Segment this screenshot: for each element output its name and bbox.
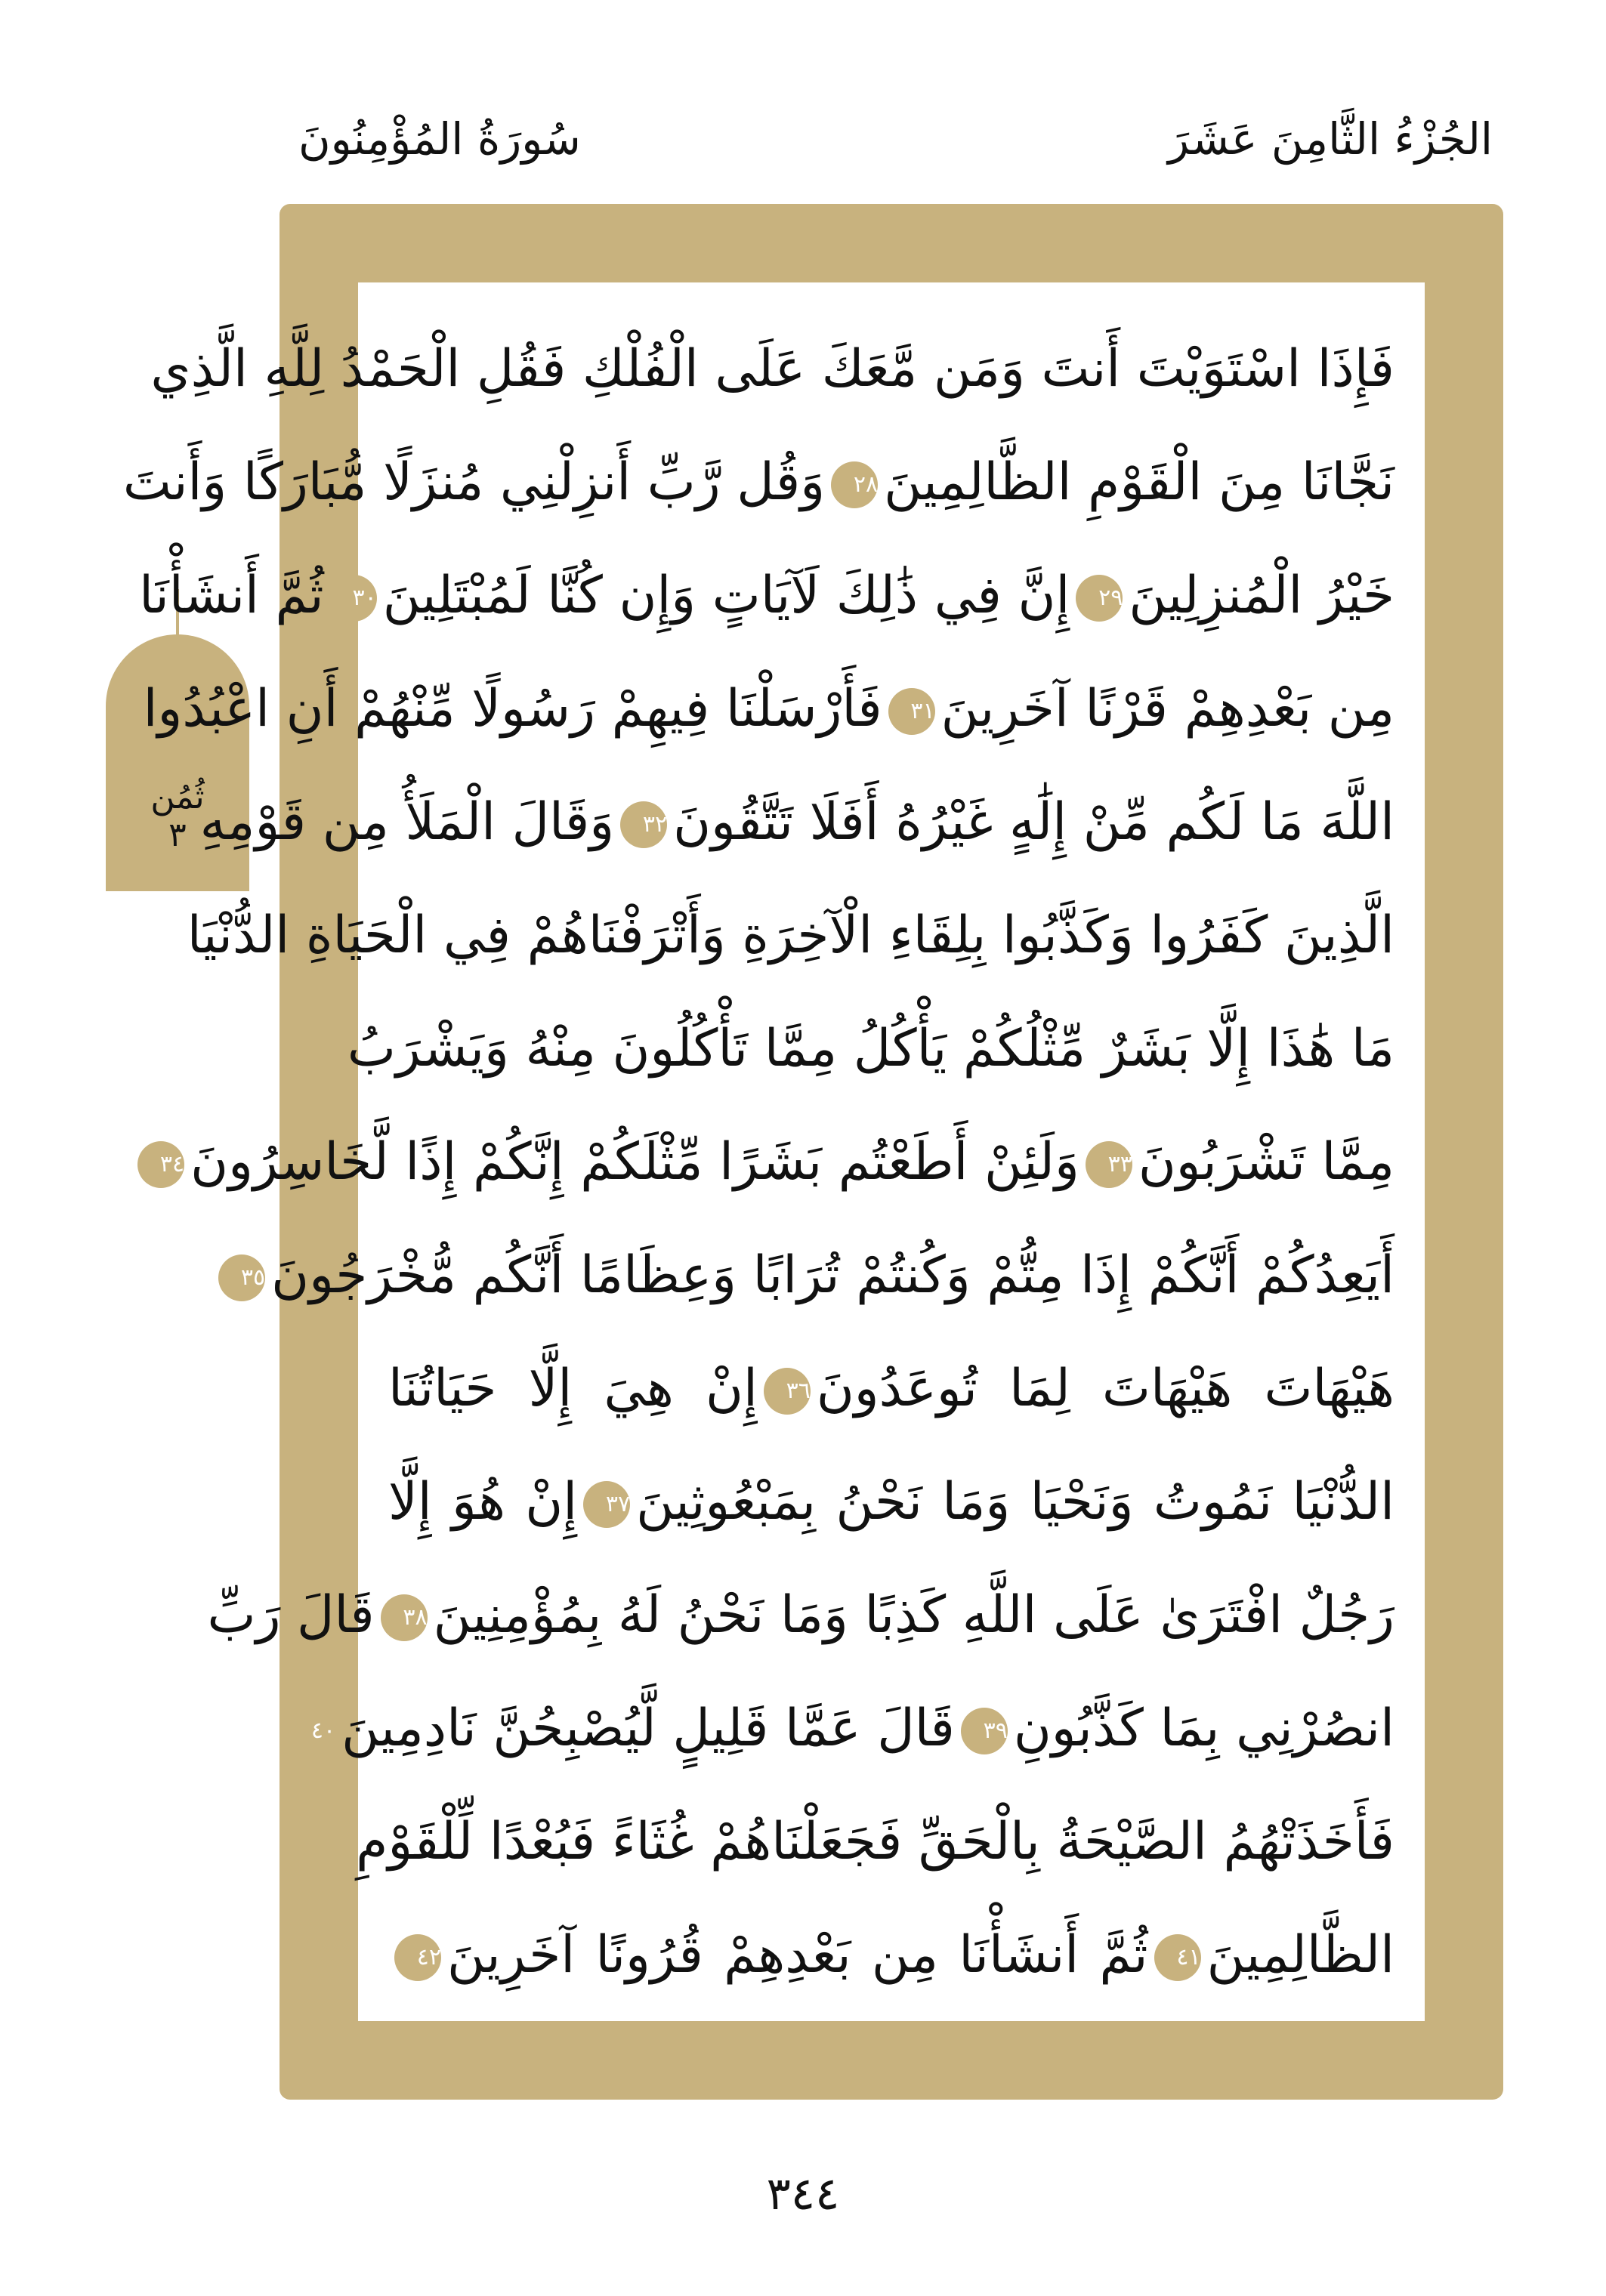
verse-marker: ٣٨: [381, 1594, 428, 1641]
verse-marker: ٣٢: [620, 801, 667, 848]
line-11: الدُّنْيَا نَمُوتُ وَنَحْيَا وَمَا نَحْنُ بِمَبْعُوثِينَ٣٧إِنْ هُوَ إِلَّا: [388, 1472, 1394, 1532]
thumun-number: ٣: [168, 816, 187, 854]
line-2: نَجَّانَا مِنَ الْقَوْمِ الظَّالِمِينَ٢٨وَقُل رَّبِّ أَنزِلْنِي مُنزَلًا مُّبَارَكًا وَأَنتَ: [122, 452, 1394, 512]
line-8: مِمَّا تَشْرَبُونَ٣٣وَلَئِنْ أَطَعْتُم بَشَرًا مِّثْلَكُمْ إِنَّكُمْ إِذًا لَّخَاسِرُونَ٣٤: [388, 1106, 1394, 1219]
verse-marker: ٣٠: [330, 575, 377, 622]
surah-title: سُورَةُ المُؤْمِنُونَ: [298, 113, 581, 165]
verse-marker: ٣٤: [137, 1141, 184, 1188]
line-10: هَيْهَاتَ هَيْهَاتَ لِمَا تُوعَدُونَ٣٦إِنْ هِيَ إِلَّا حَيَاتُنَا: [388, 1359, 1394, 1418]
verse-marker: ٣٣: [1086, 1141, 1132, 1188]
verse-marker: ٣١: [888, 688, 935, 735]
verse-marker: ٣٦: [764, 1368, 811, 1415]
thumun-label: ثُمُن: [150, 778, 205, 816]
verse-marker: ٤٠: [289, 1708, 335, 1754]
line-13: انصُرْنِي بِمَا كَذَّبُونِ٣٩قَالَ عَمَّا قَلِيلٍ لَّيُصْبِحُنَّ نَادِمِينَ٤٠: [388, 1672, 1394, 1785]
verse-marker: ٢٩: [1076, 575, 1123, 622]
verse-marker: ٤٢: [394, 1934, 441, 1981]
page-number: ٣٤٤: [766, 2168, 840, 2220]
line-3: خَيْرُ الْمُنزِلِينَ٢٩إِنَّ فِي ذَٰلِكَ لَآيَاتٍ وَإِن كُنَّا لَمُبْتَلِينَ٣٠ثُمَّ أَنشَأْنَا: [139, 566, 1394, 625]
verse-marker: ٣٩: [961, 1708, 1008, 1754]
line-6: الَّذِينَ كَفَرُوا وَكَذَّبُوا بِلِقَاءِ الْآخِرَةِ وَأَتْرَفْنَاهُمْ فِي الْحَيَاةِ الدُّنْيَا: [187, 906, 1394, 965]
verse-marker: ٤١: [1154, 1934, 1201, 1981]
line-4: مِن بَعْدِهِمْ قَرْنًا آخَرِينَ٣١فَأَرْسَلْنَا فِيهِمْ رَسُولًا مِّنْهُمْ أَنِ اعْبُدُوا: [143, 679, 1394, 739]
line-7: مَا هَٰذَا إِلَّا بَشَرٌ مِّثْلُكُمْ يَأْكُلُ مِمَّا تَأْكُلُونَ مِنْهُ وَيَشْرَبُ: [347, 1019, 1394, 1079]
verse-marker: ٢٨: [831, 461, 878, 508]
line-12: رَجُلٌ افْتَرَىٰ عَلَى اللَّهِ كَذِبًا وَمَا نَحْنُ لَهُ بِمُؤْمِنِينَ٣٨قَالَ رَبِّ: [207, 1585, 1394, 1645]
line-1: فَإِذَا اسْتَوَيْتَ أَنتَ وَمَن مَّعَكَ عَلَى الْفُلْكِ فَقُلِ الْحَمْدُ لِلَّهِ الَّذِي: [150, 339, 1394, 399]
juz-title: الجُزْءُ الثَّامِنَ عَشَرَ: [1168, 113, 1493, 165]
verse-marker: ٣٥: [218, 1254, 265, 1301]
line-9: أَيَعِدُكُمْ أَنَّكُمْ إِذَا مِتُّمْ وَكُنتُمْ تُرَابًا وَعِظَامًا أَنَّكُم مُّخْرَجُونَ٣٥: [388, 1219, 1394, 1332]
line-14: فَأَخَذَتْهُمُ الصَّيْحَةُ بِالْحَقِّ فَجَعَلْنَاهُمْ غُثَاءً فَبُعْدًا لِّلْقَوْمِ: [356, 1812, 1394, 1872]
verse-marker: ٣٧: [583, 1481, 630, 1528]
line-15: الظَّالِمِينَ٤١ثُمَّ أَنشَأْنَا مِن بَعْدِهِمْ قُرُونًا آخَرِينَ٤٢: [388, 1899, 1394, 2012]
line-5: اللَّهَ مَا لَكُم مِّنْ إِلَٰهٍ غَيْرُهُ أَفَلَا تَتَّقُونَ٣٢وَقَالَ الْمَلَأُ مِن قَوْمِهِ: [199, 792, 1394, 852]
